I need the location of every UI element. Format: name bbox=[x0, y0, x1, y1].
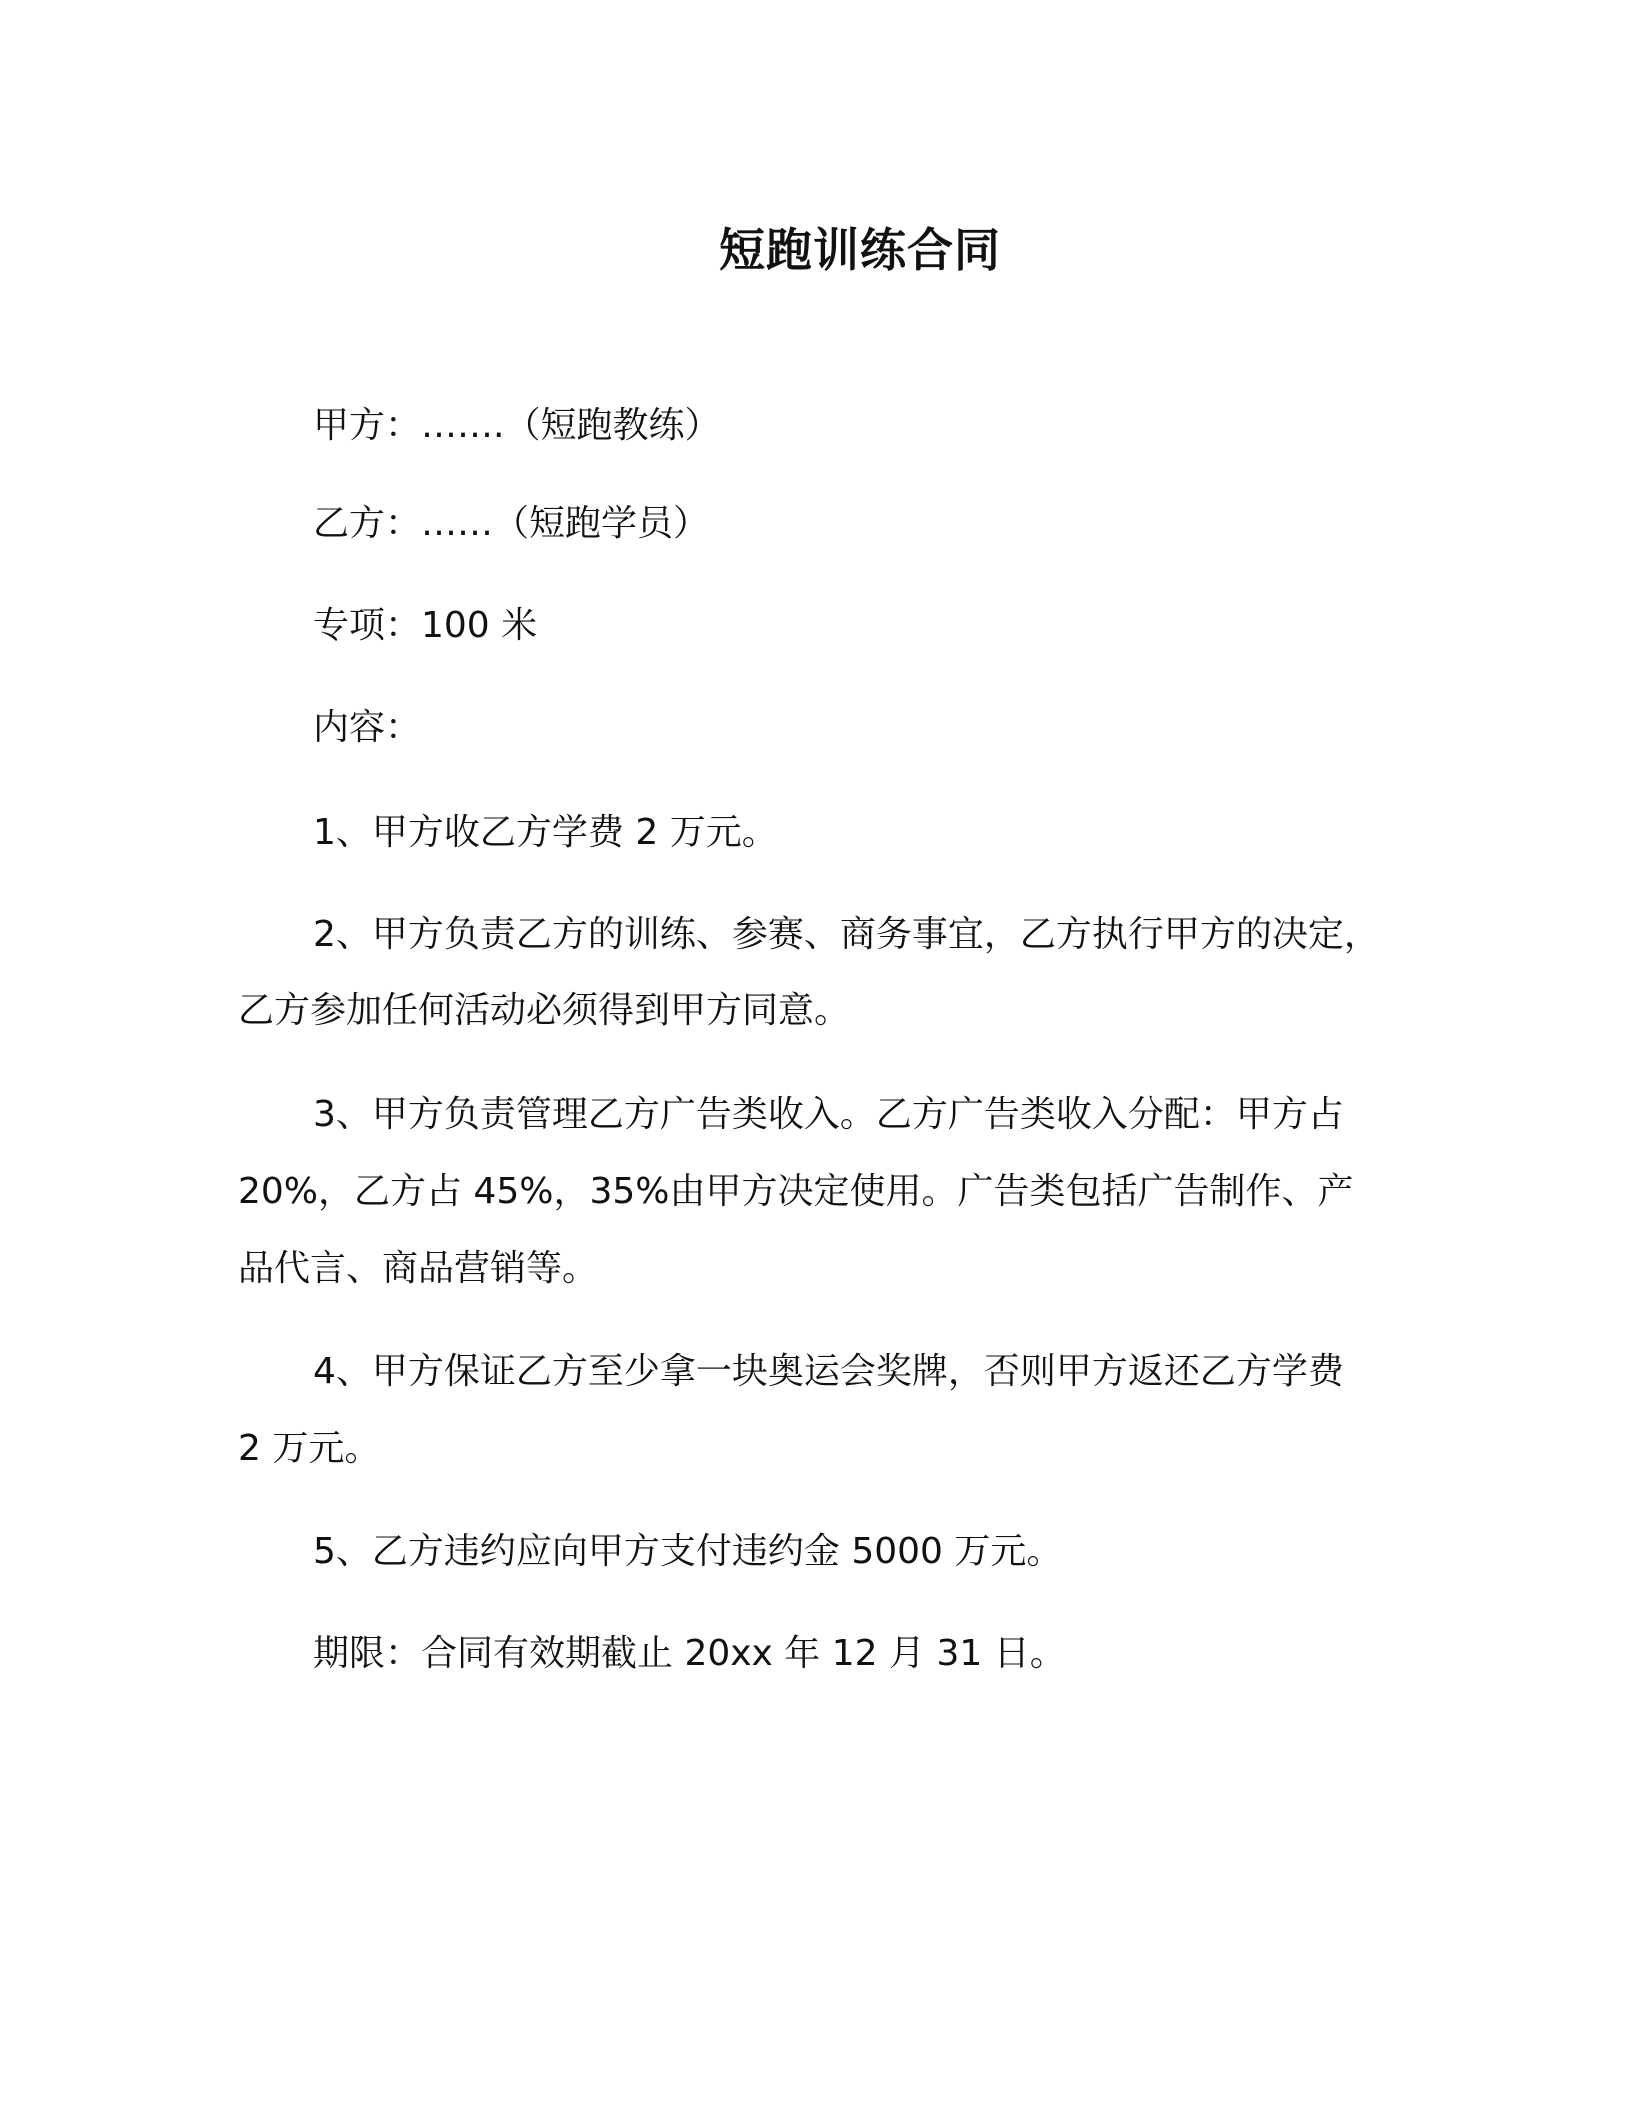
term-line: 期限：合同有效期截止 20xx 年 12 月 31 日。 bbox=[313, 1633, 1066, 1674]
document-title: 短跑训练合同 bbox=[719, 223, 1001, 277]
clause-2-line-2: 乙方参加任何活动必须得到甲方同意。 bbox=[238, 990, 851, 1031]
clause-4-line-1: 4、甲方保证乙方至少拿一块奥运会奖牌，否则甲方返还乙方学费 bbox=[313, 1351, 1344, 1392]
clause-3-line-1: 3、甲方负责管理乙方广告类收入。乙方广告类收入分配：甲方占 bbox=[313, 1094, 1344, 1135]
party-b-line: 乙方：……（短跑学员） bbox=[313, 503, 710, 544]
clause-3-line-3: 品代言、商品营销等。 bbox=[238, 1248, 599, 1289]
clause-4-line-2: 2 万元。 bbox=[238, 1428, 381, 1469]
clause-3-line-2: 20%，乙方占 45%，35%由甲方决定使用。广告类包括广告制作、产 bbox=[238, 1171, 1354, 1212]
clause-5: 5、乙方违约应向甲方支付违约金 5000 万元。 bbox=[313, 1531, 1063, 1572]
clause-1: 1、甲方收乙方学费 2 万元。 bbox=[313, 812, 778, 853]
content-heading: 内容： bbox=[313, 707, 422, 748]
clause-2-line-1: 2、甲方负责乙方的训练、参赛、商务事宜，乙方执行甲方的决定， bbox=[313, 914, 1380, 955]
party-a-line: 甲方：…….（短跑教练） bbox=[313, 405, 721, 446]
event-line: 专项：100 米 bbox=[313, 605, 538, 646]
